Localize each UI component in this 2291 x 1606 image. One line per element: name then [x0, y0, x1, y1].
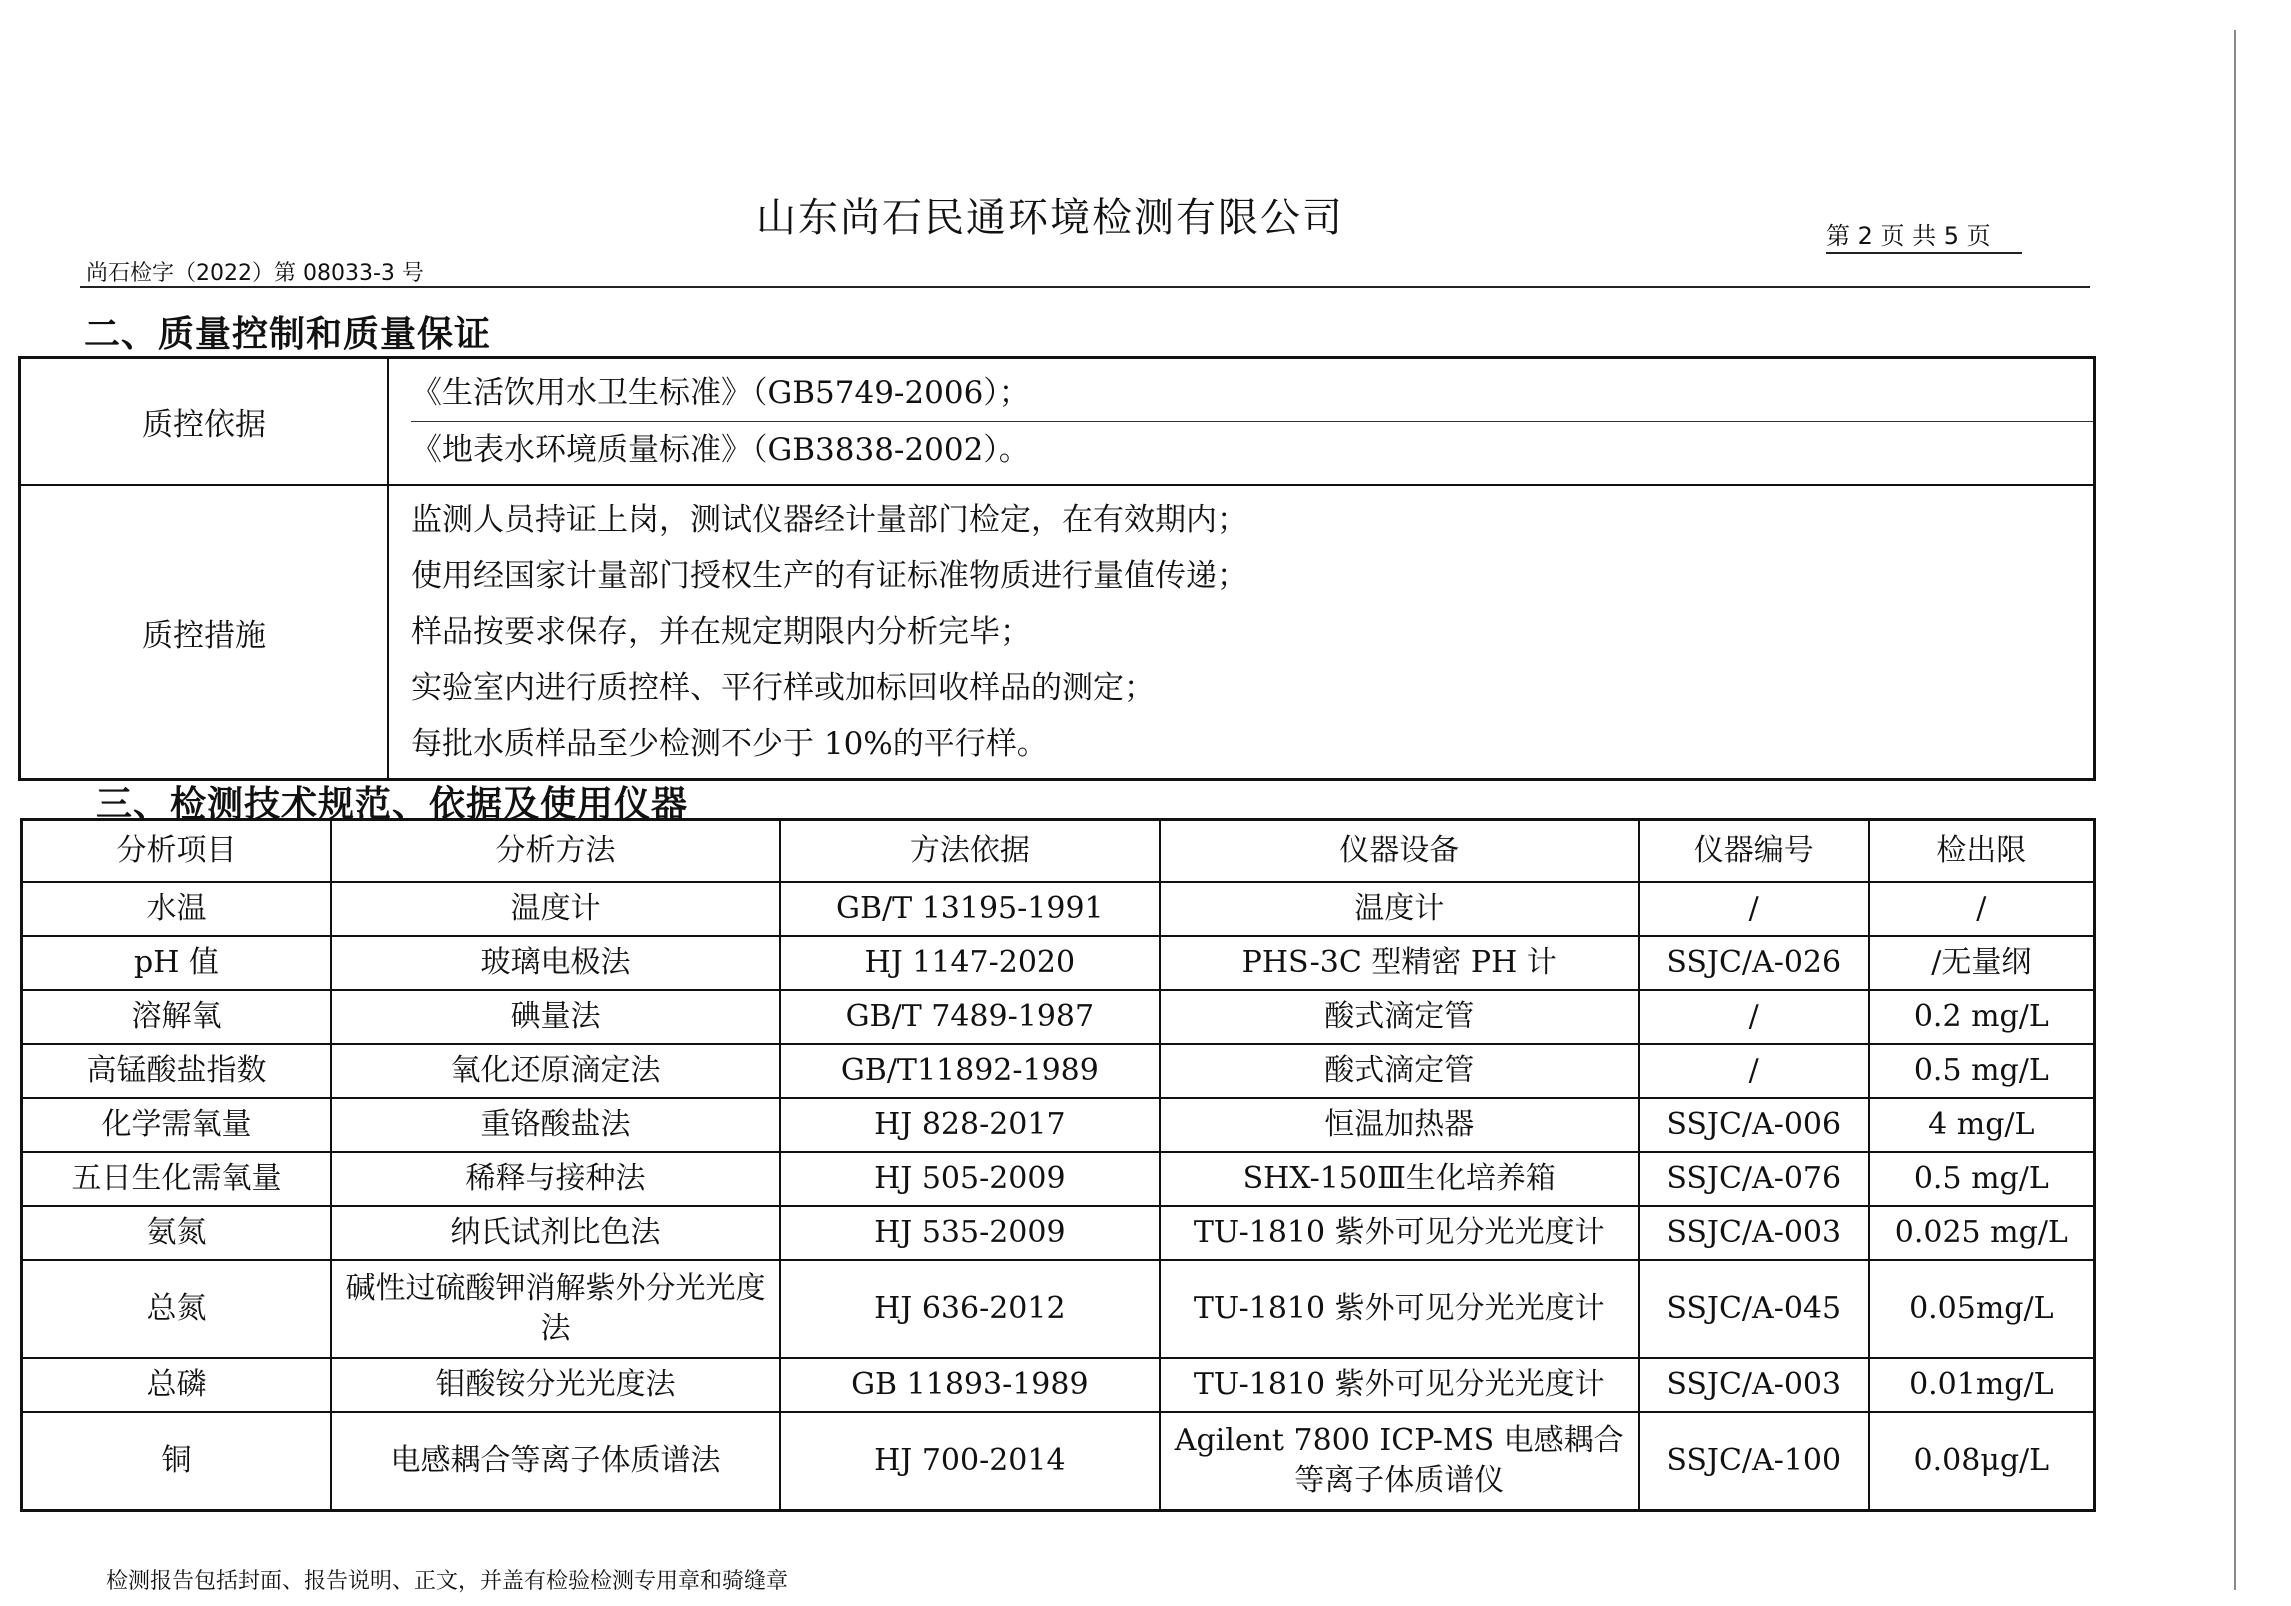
cell-instrument-no: SSJC/A-003: [1639, 1206, 1869, 1260]
cell-instrument-no: SSJC/A-100: [1639, 1412, 1869, 1511]
table-row: [22, 1098, 2095, 1152]
table-row: [22, 1152, 2095, 1206]
cell-basis: HJ 700-2014: [780, 1412, 1160, 1511]
cell-method: 钼酸铵分光光度法: [331, 1358, 780, 1412]
qc-measure-line: 监测人员持证上岗，测试仪器经计量部门检定，在有效期内；: [411, 502, 1248, 538]
qc-measure-line: 样品按要求保存，并在规定期限内分析完毕；: [411, 614, 1031, 650]
company-name: 山东尚石民通环境检测有限公司: [756, 195, 1344, 241]
qc-measure-line: 实验室内进行质控样、平行样或加标回收样品的测定；: [411, 670, 1155, 706]
cell-basis: HJ 636-2012: [780, 1260, 1160, 1358]
cell-detection-limit: 0.2 mg/L: [1869, 990, 2095, 1044]
cell-item: 总氮: [22, 1260, 331, 1358]
qc-measure-line: 每批水质样品至少检测不少于 10%的平行样。: [411, 726, 1048, 762]
cell-method: 碱性过硫酸钾消解紫外分光光度法: [331, 1260, 780, 1358]
cell-instrument: 温度计: [1160, 882, 1639, 936]
cell-detection-limit: 0.08μg/L: [1869, 1412, 2095, 1511]
page-edge-line: [2234, 30, 2236, 1590]
cell-basis: GB 11893-1989: [780, 1358, 1160, 1412]
cell-method: 玻璃电极法: [331, 936, 780, 990]
cell-basis: HJ 535-2009: [780, 1206, 1160, 1260]
cell-detection-limit: 0.025 mg/L: [1869, 1206, 2095, 1260]
cell-instrument: TU-1810 紫外可见分光光度计: [1160, 1260, 1639, 1358]
cell-detection-limit: 0.05mg/L: [1869, 1260, 2095, 1358]
qc-measure-line: 使用经国家计量部门授权生产的有证标准物质进行量值传递；: [411, 558, 1248, 594]
cell-instrument: 恒温加热器: [1160, 1098, 1639, 1152]
col-header-instrument-no: 仪器编号: [1639, 820, 1869, 883]
qc-basis-content: [388, 358, 2095, 486]
cell-detection-limit: /: [1869, 882, 2095, 936]
cell-item: 氨氮: [22, 1206, 331, 1260]
cell-instrument-no: /: [1639, 882, 1869, 936]
cell-item: 总磷: [22, 1358, 331, 1412]
method-table-header-row: [22, 820, 2095, 883]
cell-item: 化学需氧量: [22, 1098, 331, 1152]
qc-basis-line: 《地表水环境质量标准》（GB3838-2002）。: [411, 432, 1030, 468]
table-row: [22, 990, 2095, 1044]
cell-basis: HJ 505-2009: [780, 1152, 1160, 1206]
table-row: [22, 1412, 2095, 1511]
col-header-instrument: 仪器设备: [1160, 820, 1639, 883]
cell-instrument-no: /: [1639, 1044, 1869, 1098]
cell-detection-limit: 0.5 mg/L: [1869, 1152, 2095, 1206]
cell-method: 电感耦合等离子体质谱法: [331, 1412, 780, 1511]
cell-instrument: Agilent 7800 ICP-MS 电感耦合等离子体质谱仪: [1160, 1412, 1639, 1511]
cell-basis: GB/T11892-1989: [780, 1044, 1160, 1098]
qc-measures-label: 质控措施: [20, 485, 389, 780]
section3-title: 三、检测技术规范、依据及使用仪器: [96, 784, 689, 825]
cell-basis: HJ 1147-2020: [780, 936, 1160, 990]
cell-method: 碘量法: [331, 990, 780, 1044]
cell-method: 纳氏试剂比色法: [331, 1206, 780, 1260]
table-row: [22, 1044, 2095, 1098]
table-row: [22, 936, 2095, 990]
cell-method: 稀释与接种法: [331, 1152, 780, 1206]
cell-item: 高锰酸盐指数: [22, 1044, 331, 1098]
cell-instrument: TU-1810 紫外可见分光光度计: [1160, 1358, 1639, 1412]
col-header-method: 分析方法: [331, 820, 780, 883]
cell-instrument-no: SSJC/A-006: [1639, 1098, 1869, 1152]
cell-method: 氧化还原滴定法: [331, 1044, 780, 1098]
table-row: [22, 1358, 2095, 1412]
cell-item: pH 值: [22, 936, 331, 990]
section2-title: 二、质量控制和质量保证: [84, 314, 492, 355]
report-number: 尚石检字（2022）第 08033-3 号: [86, 261, 424, 286]
cell-detection-limit: /无量纲: [1869, 936, 2095, 990]
col-header-item: 分析项目: [22, 820, 331, 883]
cell-instrument-no: /: [1639, 990, 1869, 1044]
cell-instrument: 酸式滴定管: [1160, 990, 1639, 1044]
cell-basis: GB/T 7489-1987: [780, 990, 1160, 1044]
page-info: 第 2 页 共 5 页: [1826, 222, 1991, 250]
cell-item: 五日生化需氧量: [22, 1152, 331, 1206]
table-row: [22, 882, 2095, 936]
cell-item: 铜: [22, 1412, 331, 1511]
table-row: [22, 1206, 2095, 1260]
cell-instrument-no: SSJC/A-026: [1639, 936, 1869, 990]
cell-instrument: PHS-3C 型精密 PH 计: [1160, 936, 1639, 990]
cell-basis: GB/T 13195-1991: [780, 882, 1160, 936]
cell-instrument: SHX-150Ⅲ生化培养箱: [1160, 1152, 1639, 1206]
qc-basis-label: 质控依据: [20, 358, 389, 486]
qc-basis-row: [20, 358, 2095, 486]
cell-detection-limit: 4 mg/L: [1869, 1098, 2095, 1152]
quality-control-table: [18, 356, 2096, 781]
cell-item: 溶解氧: [22, 990, 331, 1044]
method-table: [20, 818, 2096, 1512]
footer-note: 检测报告包括封面、报告说明、正文，并盖有检验检测专用章和骑缝章: [106, 1569, 789, 1594]
page-info-underline: [1826, 252, 2022, 254]
cell-method: 重铬酸盐法: [331, 1098, 780, 1152]
cell-instrument: TU-1810 紫外可见分光光度计: [1160, 1206, 1639, 1260]
cell-method: 温度计: [331, 882, 780, 936]
qc-measures-content: [388, 485, 2095, 780]
qc-basis-line: 《生活饮用水卫生标准》（GB5749-2006）；: [411, 365, 2093, 422]
col-header-detection-limit: 检出限: [1869, 820, 2095, 883]
cell-instrument-no: SSJC/A-076: [1639, 1152, 1869, 1206]
qc-measures-row: [20, 485, 2095, 780]
cell-detection-limit: 0.5 mg/L: [1869, 1044, 2095, 1098]
col-header-basis: 方法依据: [780, 820, 1160, 883]
cell-detection-limit: 0.01mg/L: [1869, 1358, 2095, 1412]
cell-basis: HJ 828-2017: [780, 1098, 1160, 1152]
cell-item: 水温: [22, 882, 331, 936]
header-divider: [80, 286, 2090, 288]
cell-instrument-no: SSJC/A-045: [1639, 1260, 1869, 1358]
table-row: [22, 1260, 2095, 1358]
cell-instrument-no: SSJC/A-003: [1639, 1358, 1869, 1412]
cell-instrument: 酸式滴定管: [1160, 1044, 1639, 1098]
